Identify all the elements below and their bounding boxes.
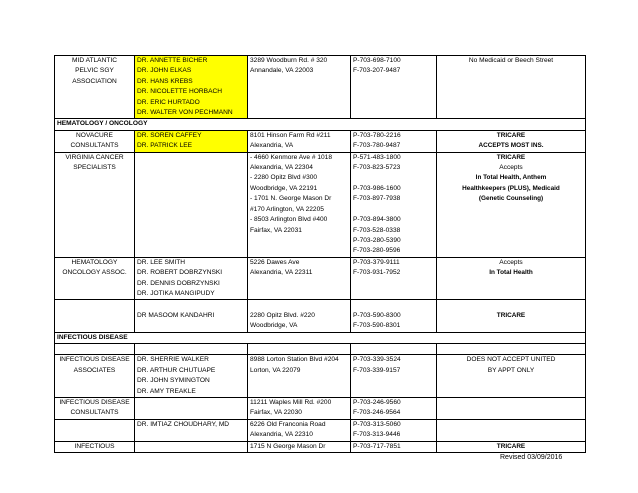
doctors-line: DR. PATRICK LEE: [135, 141, 247, 151]
address-line: 2280 Opitz Blvd. #220: [250, 311, 315, 319]
insurance-line: [439, 300, 583, 310]
insurance-cell: [437, 300, 586, 332]
doctors-cell: [135, 355, 248, 398]
phone-line: F-703-780-9487: [353, 142, 401, 150]
address-cell: [248, 419, 351, 441]
insurance-cell: [437, 152, 586, 257]
practice-line: CONSULTANTS: [70, 409, 119, 417]
address-cell: [248, 300, 351, 332]
doctors-cell: [135, 397, 248, 419]
phone-line: P-703-780-2216: [353, 131, 401, 139]
blank-row: [55, 343, 586, 354]
address-line: Woodbridge, VA: [250, 322, 298, 330]
practice-line: PELVIC SGY: [75, 67, 114, 75]
address-line: Annandale, VA 22003: [250, 67, 314, 75]
doctors-line: DR. ROBERT DOBRZYNSKI: [137, 269, 223, 277]
address-line: 5226 Dawes Ave: [250, 258, 300, 266]
insurance-cell: [437, 441, 586, 452]
phone-line: F-703-339-9157: [353, 366, 401, 374]
phone-cell: [351, 130, 437, 152]
practice-cell: [55, 300, 135, 332]
address-line: Alexandria, VA: [250, 142, 294, 150]
practice-cell: [55, 257, 135, 300]
doctors-line: DR. AMY TREAKLE: [137, 387, 196, 395]
insurance-line: TRICARE: [496, 153, 526, 161]
address-cell: [248, 56, 351, 119]
insurance-line: In Total Health: [489, 269, 533, 277]
practice-cell: [55, 130, 135, 152]
doctors-cell: [135, 441, 248, 452]
phone-line: P-703-246-9560: [353, 398, 401, 406]
provider-row: [55, 397, 586, 419]
doctors-cell: [135, 300, 248, 332]
phone-line: P-703-280-5390: [353, 236, 401, 244]
phone-cell: [351, 257, 437, 300]
phone-line: F-703-931-7952: [353, 269, 401, 277]
section-header-row: [55, 332, 586, 343]
doctors-cell: [135, 419, 248, 441]
phone-line: [353, 173, 434, 183]
doctors-line: DR MASOOM KANDAHRI: [137, 311, 215, 319]
phone-cell: [351, 152, 437, 257]
provider-row: [55, 130, 586, 152]
insurance-line: Accepts: [499, 258, 523, 266]
insurance-cell: [437, 355, 586, 398]
phone-cell: [351, 441, 437, 452]
practice-line: INFECTIOUS DISEASE: [59, 356, 130, 364]
insurance-line: DOES NOT ACCEPT UNITED: [466, 356, 556, 364]
address-line: Fairfax, VA 22030: [250, 409, 302, 417]
address-line: [250, 300, 348, 310]
address-cell: [248, 130, 351, 152]
provider-row: [55, 257, 586, 300]
provider-row: [55, 152, 586, 257]
phone-line: F-703-313-9446: [353, 431, 401, 439]
practice-cell: [55, 419, 135, 441]
revised-date: Revised 03/09/2016: [500, 454, 563, 461]
doctors-line: DR. HANS KREBS: [135, 77, 247, 87]
address-cell: [248, 343, 351, 354]
practice-line: MID ATLANTIC: [72, 57, 117, 64]
practice-line: INFECTIOUS: [74, 442, 115, 450]
phone-cell: [351, 300, 437, 332]
doctors-line: DR. ERIC HURTADO: [135, 98, 247, 108]
section-title: INFECTIOUS DISEASE: [55, 332, 586, 343]
phone-line: F-703-897-7938: [353, 195, 401, 203]
doctors-line: DR. JOHN ELKAS: [135, 66, 247, 76]
address-line: 1715 N George Mason Dr: [250, 442, 326, 450]
provider-row: [55, 300, 586, 332]
address-line: 8101 Hinson Farm Rd #211: [250, 131, 331, 139]
address-line: Fairfax, VA 22031: [250, 226, 302, 234]
phone-line: P-703-590-8300: [353, 311, 401, 319]
phone-line: F-703-823-5723: [353, 164, 401, 172]
practice-cell: [55, 441, 135, 452]
doctors-line: DR. LEE SMITH: [137, 258, 185, 266]
insurance-cell: [437, 130, 586, 152]
directory-body: [55, 56, 586, 453]
address-line: 6226 Old Franconia Road: [250, 420, 326, 428]
provider-row: [55, 441, 586, 452]
provider-row: [55, 355, 586, 398]
doctors-line: DR. JOHN SYMINGTON: [137, 377, 210, 385]
address-cell: [248, 257, 351, 300]
practice-line: ASSOCIATION: [72, 77, 117, 85]
address-line: - 4660 Kenmore Ave # 1018: [250, 153, 332, 161]
address-line: 11211 Waples Mill Rd. #200: [250, 398, 332, 406]
provider-row: [55, 56, 586, 119]
phone-cell: [351, 419, 437, 441]
phone-line: [353, 300, 434, 310]
insurance-line: (Genetic Counseling): [478, 195, 544, 203]
practice-line: HEMATOLOGY: [71, 258, 118, 266]
phone-line: F-703-246-9564: [353, 409, 401, 417]
practice-line: ONCOLOGY ASSOC.: [62, 269, 127, 277]
doctors-line: DR. SOREN CAFFEY: [135, 131, 247, 141]
phone-line: [353, 205, 434, 215]
phone-line: P-703-717-7851: [353, 442, 401, 450]
phone-cell: [351, 343, 437, 354]
practice-cell: [55, 397, 135, 419]
insurance-cell: [437, 397, 586, 419]
address-cell: [248, 152, 351, 257]
phone-line: P-703-339-3524: [353, 356, 401, 364]
doctors-line: DR. SHERRIE WALKER: [137, 356, 209, 364]
doctors-line: DR. NICOLETTE HORBACH: [135, 87, 247, 97]
doctors-cell: [135, 257, 248, 300]
doctors-line: DR. JOTIKA MANGIPUDY: [137, 289, 215, 297]
practice-line: INFECTIOUS DISEASE: [59, 398, 130, 406]
address-line: 8988 Lorton Station Blvd #204: [250, 356, 339, 364]
practice-line: VIRGINIA CANCER: [65, 153, 124, 161]
practice-cell: [55, 343, 135, 354]
phone-line: F-703-528-0338: [353, 226, 401, 234]
insurance-line: TRICARE: [496, 442, 526, 450]
address-line: #170 Arlington, VA 22205: [250, 205, 324, 213]
doctors-cell: [135, 130, 248, 152]
doctors-line: DR. WALTER VON PECHMANN: [135, 108, 247, 118]
insurance-line: In Total Health, Anthem: [475, 174, 547, 182]
doctors-cell: [135, 56, 248, 119]
insurance-line: TRICARE: [496, 131, 526, 139]
insurance-line: BY APPT ONLY: [487, 366, 535, 374]
address-cell: [248, 397, 351, 419]
provider-directory-table: [54, 55, 586, 453]
phone-cell: [351, 397, 437, 419]
provider-row: [55, 419, 586, 441]
insurance-line: Accepts: [499, 164, 523, 172]
phone-line: F-703-590-8301: [353, 322, 401, 330]
address-line: Lorton, VA 22079: [250, 366, 301, 374]
insurance-line: Healthkeepers (PLUS), Medicaid: [462, 184, 560, 192]
phone-line: P-703-894-3800: [353, 216, 401, 224]
insurance-cell: [437, 257, 586, 300]
doctors-line: [137, 300, 245, 310]
doctors-line: DR. IMTIAZ CHOUDHARY, MD: [137, 420, 230, 428]
insurance-line: ACCEPTS MOST INS.: [478, 142, 544, 150]
address-line: Woodbridge, VA 22191: [250, 184, 318, 192]
address-cell: [248, 355, 351, 398]
address-line: Alexandria, VA 22304: [250, 164, 313, 172]
insurance-cell: [437, 419, 586, 441]
insurance-cell: [437, 56, 586, 119]
phone-line: P-571-483-1800: [353, 153, 401, 161]
phone-line: P-703-313-5060: [353, 420, 401, 428]
practice-line: NOVACURE: [76, 131, 113, 139]
section-title: HEMATOLOGY / ONCOLOGY: [55, 119, 586, 130]
doctors-line: DR. ANNETTE BICHER: [135, 56, 247, 66]
insurance-cell: [437, 343, 586, 354]
address-line: 3289 Woodburn Rd. # 320: [250, 57, 328, 64]
address-line: - 2280 Opitz Blvd #300: [250, 174, 318, 182]
address-line: - 8503 Arlington Blvd #400: [250, 216, 328, 224]
doctors-line: DR. DENNIS DOBRZYNSKI: [137, 279, 220, 287]
address-line: Alexandria, VA 22310: [250, 431, 313, 439]
practice-cell: [55, 355, 135, 398]
address-line: Alexandria, VA 22311: [250, 269, 313, 277]
practice-line: ASSOCIATES: [73, 366, 116, 374]
insurance-line: TRICARE: [496, 311, 526, 319]
practice-cell: [55, 152, 135, 257]
phone-line: F-703-207-9487: [353, 67, 401, 75]
phone-line: F-703-280-9596: [353, 247, 401, 255]
section-header-row: [55, 119, 586, 130]
address-cell: [248, 441, 351, 452]
address-line: - 1701 N. George Mason Dr: [250, 195, 332, 203]
phone-cell: [351, 56, 437, 119]
practice-line: CONSULTANTS: [70, 142, 119, 150]
phone-line: P-703-986-1600: [353, 184, 401, 192]
insurance-line: No Medicaid or Beech Street: [468, 57, 554, 64]
practice-cell: [55, 56, 135, 119]
phone-cell: [351, 355, 437, 398]
doctors-cell: [135, 152, 248, 257]
doctors-cell: [135, 343, 248, 354]
practice-line: SPECIALISTS: [73, 164, 116, 172]
doctors-line: DR. ARTHUR CHUTUAPE: [137, 366, 216, 374]
phone-line: P-703-379-9111: [353, 258, 400, 266]
phone-line: P-703-698-7100: [353, 57, 401, 64]
